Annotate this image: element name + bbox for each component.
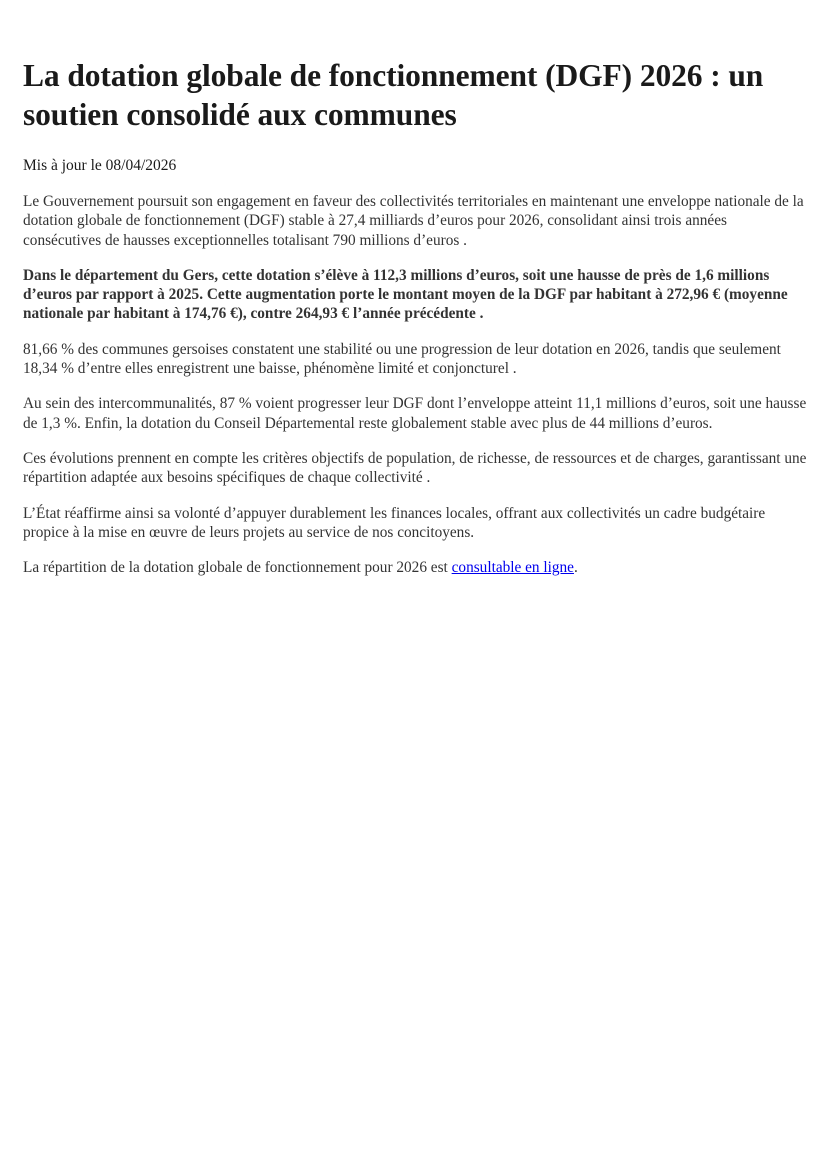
page-title: La dotation globale de fonctionnement (DGF) 2026 : un soutien consolidé aux communes [23,58,764,132]
updated-date: Mis à jour le 08/04/2026 [23,157,177,174]
paragraph-intercommunalites: Au sein des intercommunalités, 87 % voient progresser leur DGF dont l’enveloppe atteint 11,1 millions d’euros, soit une hausse de 1,3 %. Enfin, la dotation du Conseil Départemental reste globalement stable avec plus de 44 millions d’euros. [23,395,807,432]
paragraph-communes: 81,66 % des communes gersoises constatent une stabilité ou une progression de leur dotation en 2026, tandis que seulement 18,34 % d’entre elles enregistrent une baisse, phénomène limité et conjoncturel . [23,340,781,378]
repartition-period: . [573,559,578,577]
consultable-en-ligne-link[interactable]: consultable en ligne [451,559,574,577]
paragraph-criteres: Ces évolutions prennent en compte les critères objectifs de population, de richesse, de ressources et de charges, garantissant une répartition adaptée aux besoins spécifiques de chaque collectivité . [23,449,807,487]
repartition-text: La répartition de la dotation globale de fonctionnement pour 2026 est [23,559,452,577]
paragraph-etat: L’État réaffirme ainsi sa volonté d’appuyer durablement les finances locales, offrant aux collectivités un cadre budgétaire propice à la mise en œuvre de leurs projets au service de nos concitoyens. [23,504,766,541]
paragraph-gers-highlight: Dans le département du Gers, cette dotation s’élève à 112,3 millions d’euros, soit une hausse de près de 1,6 millions d’euros par rapport à 2025. Cette augmentation porte le montant moyen de la DGF par habitant à 272,96 € (moyenne nationale par habitant à 174,76 €), contre 264,93 € l’année précédente . [23,266,788,323]
paragraph-repartition [23,558,807,577]
paragraph-intro: Le Gouvernement poursuit son engagement en faveur des collectivités territoriales en maintenant une enveloppe nationale de la dotation globale de fonctionnement (DGF) stable à 27,4 milliards d’euros pour 2026, consolidant ainsi trois années consécutives de hausses exceptionnelles totalisant 790 millions d’euros . [23,193,804,249]
